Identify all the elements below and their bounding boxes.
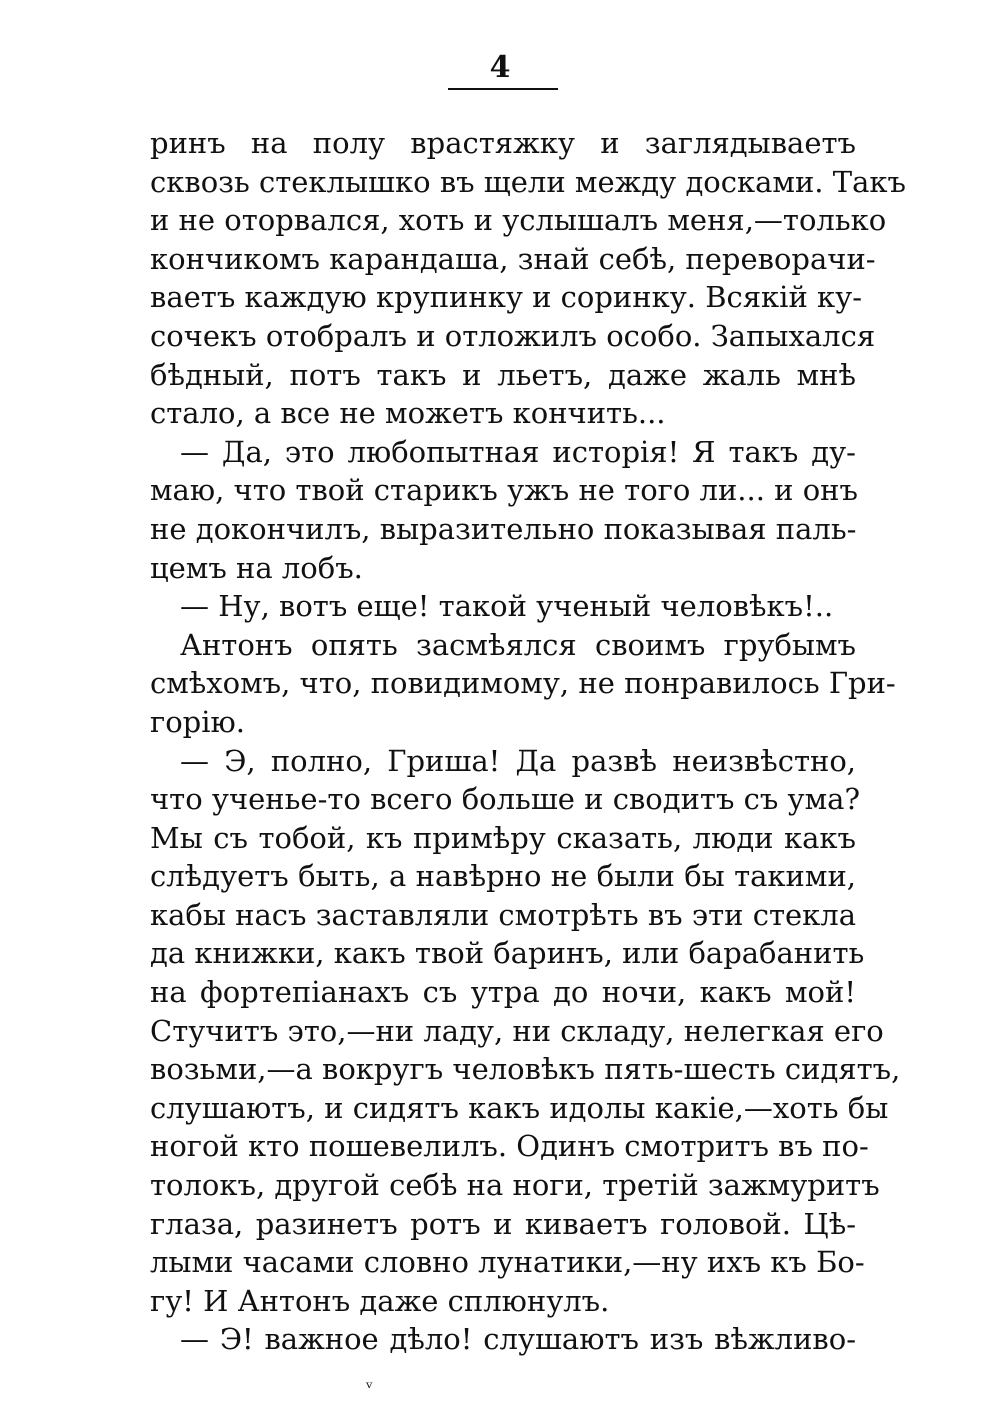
text-line: — Да, это любопытная исторія! Я такъ ду-	[180, 434, 856, 469]
text-line: на фортепіанахъ съ утра до ночи, какъ мой!	[150, 975, 856, 1010]
text-line: слѣдуетъ быть, а навѣрно не были бы такими,	[150, 859, 856, 894]
text-line: смѣхомъ, что, повидимому, не понравилось Гри-	[150, 666, 896, 701]
text-line: сочекъ отобралъ и отложилъ особо. Запыхался	[150, 318, 876, 353]
text-line: ваетъ каждую крупинку и соринку. Всякій ку-	[150, 280, 862, 315]
text-line: Антонъ опять засмѣялся своимъ грубымъ	[180, 627, 856, 662]
text-line: что ученье-то всего больше и сводитъ съ ума?	[150, 782, 861, 817]
print-speck-mark: ᵛ	[366, 1378, 373, 1399]
text-line: кончикомъ карандаша, знай себѣ, переворачи-	[150, 241, 876, 276]
text-line: ногой кто пошевелилъ. Одинъ смотритъ въ по-	[150, 1129, 869, 1164]
text-line: маю, что твой старикъ ужъ не того ли... и онъ	[150, 473, 858, 508]
text-line: толокъ, другой себѣ на ноги, третій зажмуритъ	[150, 1168, 880, 1203]
text-line: кабы насъ заставляли смотрѣть въ эти стекла	[150, 897, 856, 932]
text-line: Стучитъ это,—ни ладу, ни складу, нелегкая его	[150, 1013, 884, 1048]
text-line: — Ну, вотъ еще! такой ученый человѣкъ!..	[180, 589, 834, 624]
text-line: да книжки, какъ твой баринъ, или барабанить	[150, 936, 865, 971]
text-line: глаза, разинетъ ротъ и киваетъ головой. Цѣ-	[150, 1206, 856, 1241]
body-text	[150, 124, 906, 1359]
text-line: — Э, полно, Гриша! Да развѣ неизвѣстно,	[180, 743, 856, 778]
text-line: цемъ на лобъ.	[150, 550, 363, 585]
text-line: слушаютъ, и сидятъ какъ идолы какіе,—хоть бы	[150, 1090, 889, 1125]
header-rule	[448, 88, 558, 90]
text-line: горію.	[150, 704, 245, 739]
text-line: бѣдный, потъ такъ и льетъ, даже жаль мнѣ	[150, 357, 856, 392]
page-number: 4	[489, 50, 511, 85]
text-line: Мы съ тобой, къ примѣру сказать, люди какъ	[150, 820, 856, 855]
text-line: — Э! важное дѣло! слушаютъ изъ вѣжливо-	[180, 1322, 856, 1357]
text-line: гу! И Антонъ даже сплюнулъ.	[150, 1283, 610, 1318]
text-line: и не оторвался, хоть и услышалъ меня,—только	[150, 203, 887, 238]
text-line: лыми часами словно лунатики,—ну ихъ къ Бо-	[150, 1245, 865, 1280]
text-line: стало, а все не можетъ кончить...	[150, 396, 666, 431]
text-line: сквозь стеклышко въ щели между досками. Такъ	[150, 164, 906, 199]
text-line: ринъ на полу врастяжку и заглядываетъ	[150, 126, 856, 160]
text-line: не докончилъ, выразительно показывая паль-	[150, 511, 857, 546]
text-line: возьми,—а вокругъ человѣкъ пять-шесть сидятъ,	[150, 1052, 901, 1087]
